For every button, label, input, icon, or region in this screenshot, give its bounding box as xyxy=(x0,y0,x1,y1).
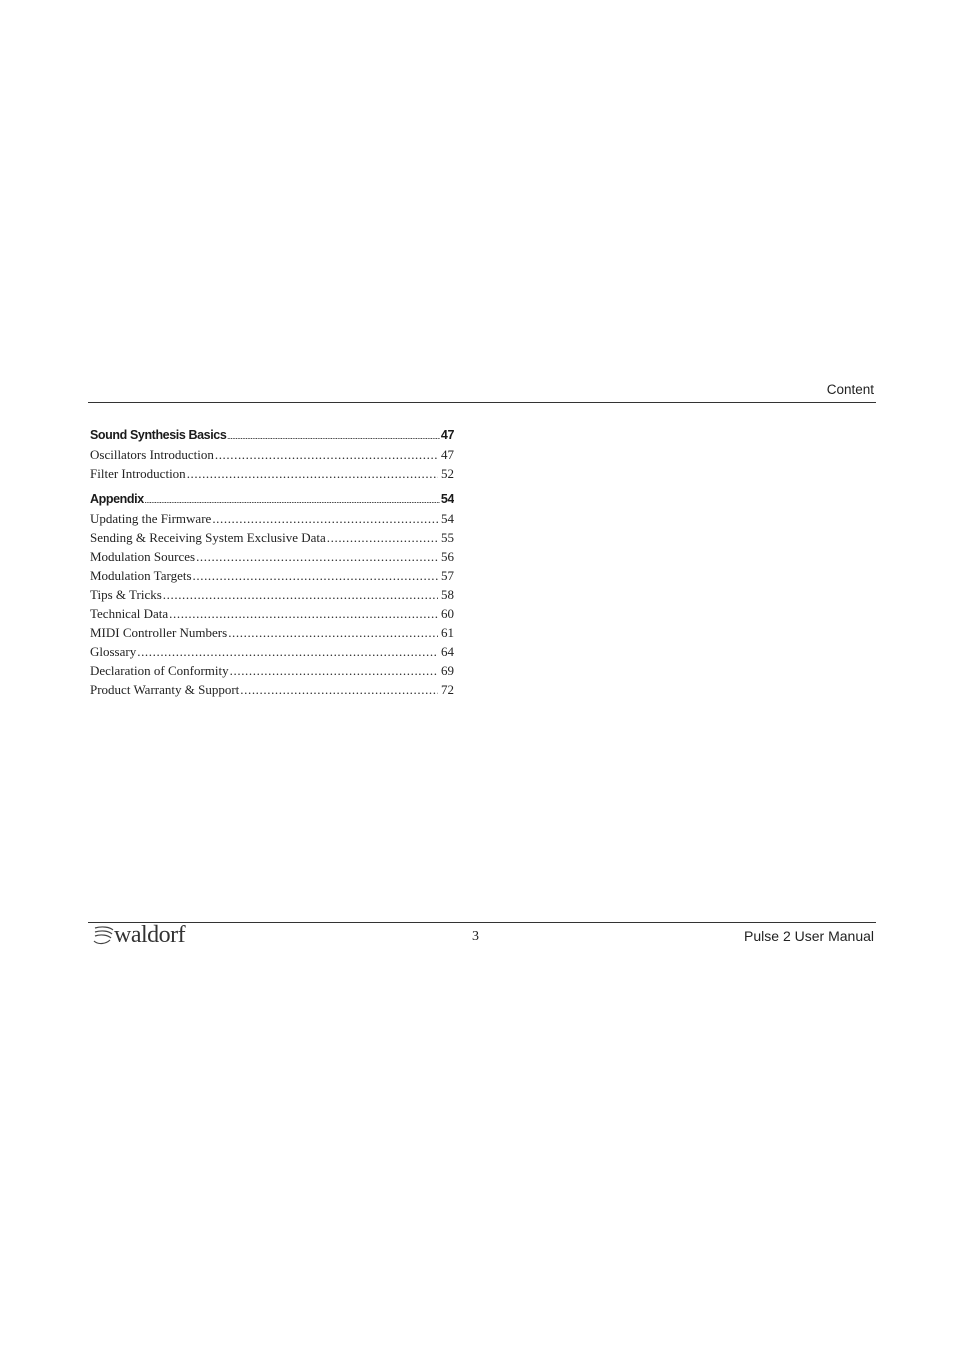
toc-entry-link[interactable] xyxy=(90,642,454,661)
toc-entry-page: 69 xyxy=(441,663,454,678)
toc-entry-page: 55 xyxy=(441,530,454,545)
toc-entry-page: 72 xyxy=(441,682,454,697)
toc-entry-link[interactable] xyxy=(90,528,454,547)
footer-rule xyxy=(88,922,876,923)
dot-leader xyxy=(212,509,438,528)
toc-entry-page: 47 xyxy=(441,447,454,462)
toc-entry-title: Oscillators Introduction xyxy=(90,447,214,462)
dot-leader xyxy=(230,661,438,680)
toc-entry-title: Updating the Firmware xyxy=(90,511,212,526)
toc-entry-link[interactable] xyxy=(90,509,454,528)
dot-leader xyxy=(187,464,438,483)
waldorf-swirl-icon xyxy=(92,924,116,946)
dot-leader xyxy=(163,585,438,604)
toc-section xyxy=(90,426,454,483)
toc-heading-title: Sound Synthesis Basics xyxy=(90,428,227,442)
toc-entry-page: 61 xyxy=(441,625,454,640)
dot-leader xyxy=(145,490,440,509)
toc-entry-title: Filter Introduction xyxy=(90,466,186,481)
toc-entry-title: Glossary xyxy=(90,644,137,659)
toc-entry-page: 64 xyxy=(441,644,454,659)
header-rule xyxy=(88,402,876,403)
toc-entry-page: 56 xyxy=(441,549,454,564)
toc-entry-page: 54 xyxy=(441,511,454,526)
toc-entry-title: Technical Data xyxy=(90,606,169,621)
toc-heading-title: Appendix xyxy=(90,492,144,506)
manual-title: Pulse 2 User Manual xyxy=(744,928,874,944)
dot-leader xyxy=(137,642,438,661)
toc-entry-page: 58 xyxy=(441,587,454,602)
dot-leader xyxy=(227,426,440,445)
toc-entry-title: Tips & Tricks xyxy=(90,587,162,602)
dot-leader xyxy=(169,604,438,623)
toc-entry-title: Declaration of Conformity xyxy=(90,663,229,678)
toc-heading-page: 54 xyxy=(440,492,454,506)
waldorf-logo xyxy=(92,922,185,948)
toc-entry-link[interactable] xyxy=(90,547,454,566)
dot-leader xyxy=(215,445,438,464)
toc-entry-link[interactable] xyxy=(90,585,454,604)
dot-leader xyxy=(240,680,438,699)
toc-entry-title: Modulation Targets xyxy=(90,568,192,583)
toc-entry-link[interactable] xyxy=(90,464,454,483)
toc-entry-page: 60 xyxy=(441,606,454,621)
toc-entry-title: Product Warranty & Support xyxy=(90,682,240,697)
running-header: Content xyxy=(826,382,874,397)
logo-wordmark: waldorf xyxy=(114,922,186,948)
toc-entry-link[interactable] xyxy=(90,445,454,464)
toc-entry-title: Modulation Sources xyxy=(90,549,196,564)
dot-leader xyxy=(327,528,438,547)
toc-entry-page: 57 xyxy=(441,568,454,583)
dot-leader xyxy=(196,547,438,566)
toc-entry-link[interactable] xyxy=(90,604,454,623)
toc-entry-link[interactable] xyxy=(90,566,454,585)
toc-heading-link[interactable] xyxy=(90,490,454,509)
toc-heading-page: 47 xyxy=(440,428,454,442)
toc-entry-title: MIDI Controller Numbers xyxy=(90,625,228,640)
toc-entry-link[interactable] xyxy=(90,661,454,680)
toc-heading-link[interactable] xyxy=(90,426,454,445)
toc-entry-title: Sending & Receiving System Exclusive Data xyxy=(90,530,326,545)
dot-leader xyxy=(193,566,438,585)
toc-entry-link[interactable] xyxy=(90,623,454,642)
dot-leader xyxy=(228,623,438,642)
toc-entry-page: 52 xyxy=(441,466,454,481)
table-of-contents xyxy=(90,426,454,706)
toc-section xyxy=(90,490,454,699)
toc-entry-link[interactable] xyxy=(90,680,454,699)
page-number: 3 xyxy=(472,929,479,944)
